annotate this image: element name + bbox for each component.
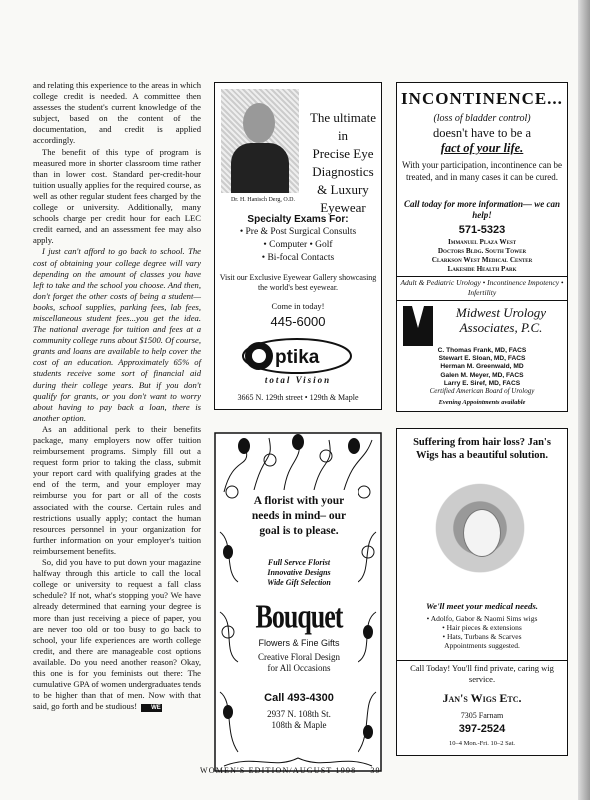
end-mark-icon: WE	[141, 704, 162, 712]
tagline-line: Diagnostics	[312, 164, 374, 179]
wigs-hours: 10–4 Mon.-Fri. 10–2 Sat.	[448, 740, 516, 747]
article-paragraph	[33, 246, 201, 424]
service-item: Full Servce Florist	[267, 558, 331, 567]
specialty-item: • Pre & Post Surgical Consults	[239, 227, 357, 237]
tagline-line: & Luxury	[317, 182, 369, 197]
portrait-head	[243, 103, 275, 143]
urology-specialties: Adult & Pediatric Urology • Incontinence Impotency • Infertility	[400, 278, 564, 297]
wigs-meet: We'll meet your medical needs.	[426, 601, 538, 611]
optika-logo-text: ptika	[275, 347, 320, 368]
specialty-exams	[221, 213, 375, 265]
bouquet-logo: Bouquet	[255, 597, 343, 636]
gallery-text: Visit our Exclusive Eyewear Gallery showcasing the world's best eyewear.	[219, 273, 377, 292]
fact-line: fact of your life.	[440, 141, 524, 155]
doctor-list	[401, 347, 563, 388]
bouquet-logo-sub: Flowers & Fine Gifts	[258, 638, 340, 648]
model-face	[463, 509, 501, 557]
location-list	[401, 238, 563, 274]
service-item: Innovative Designs	[267, 568, 331, 577]
location-item: Clarkson West Medical Center	[431, 256, 533, 264]
location-item: Doctors Bldg. South Tower	[437, 247, 527, 255]
issue-label: WOMEN'S EDITION/AUGUST 1998	[200, 766, 357, 775]
article-paragraph: As an additional perk to their benefits package, many employers now offer tuition reimbursement programs. Simply fill out a request form prior to taking the class, submit your report card with qualifying grades at the end of the term, and your employer may reimburse you for part or all of the costs associated with the course. Certain rules and restrictions usually apply; contact the human resources personnel in your organization for further information on your employer's tuition reimbursement benefits.	[33, 423, 201, 556]
incontinence-phone: 571-5323	[458, 224, 506, 236]
tagline-line: Precise Eye	[312, 146, 374, 161]
wigs-ad	[396, 428, 568, 756]
portrait-body	[231, 143, 289, 193]
evening-appointments: Evening Appointments available	[438, 399, 526, 406]
model-photo	[421, 475, 539, 593]
incontinence-tagline	[401, 126, 563, 156]
practice-name-line: Midwest Urology	[455, 305, 547, 320]
optika-tagline	[307, 109, 379, 217]
bouquet-services	[242, 558, 356, 588]
wig-list-item: Appointments suggested.	[444, 641, 520, 650]
article-paragraph	[33, 557, 201, 712]
wig-list-item: • Hair pieces & extensions	[442, 623, 522, 632]
wig-list-item: • Hats, Turbans & Scarves	[442, 632, 522, 641]
wig-list-item: • Adolfo, Gabor & Naomi Sims wigs	[426, 614, 538, 623]
optika-logo	[241, 337, 353, 375]
wigs-phone: 397-2524	[458, 723, 506, 735]
wigs-headline: Suffering from hair loss? Jan's Wigs has a beautiful solution.	[413, 437, 551, 461]
certification: Certified American Board of Urology	[429, 387, 535, 395]
come-in-text: Come in today!	[271, 301, 325, 311]
bouquet-creative	[242, 652, 356, 674]
location-item: Immanuel Plaza West	[447, 238, 517, 246]
page-number: 39	[370, 766, 381, 775]
tagline-line: Eyewear	[320, 200, 366, 215]
article-paragraph: The benefit of this type of program is measured more in shorter classroom time rather than in lower cost. Standard per-credit-hour tuition usually applies for the required course, as well as other regular student fees charged by the college or university. Additionally, many schools charge per credit hour for each LEC credit earned, and an assessment fee may also apply.	[33, 146, 201, 246]
tagline-line: in	[337, 128, 349, 143]
specialty-item: • Computer • Golf	[263, 240, 333, 250]
optika-subtitle: total Vision	[264, 375, 332, 385]
doctor-item: Herman M. Greenwald, MD	[440, 363, 524, 371]
doctor-item: Larry E. Siref, MD, FACS	[443, 379, 521, 387]
doctor-item: Stewart E. Sloan, MD, FACS	[438, 355, 526, 363]
specialty-heading: Specialty Exams For:	[247, 214, 349, 225]
page-spine	[578, 0, 590, 800]
wigs-address: 7305 Farnam	[460, 711, 504, 720]
address-line: 2937 N. 108th St.	[267, 709, 331, 719]
doctor-caption: Dr. H. Hanisch Derg, O.D.	[230, 197, 296, 203]
specialty-item: • Bi-focal Contacts	[261, 253, 335, 263]
incontinence-subtitle: (loss of bladder control)	[433, 113, 531, 124]
tagline-line: The ultimate	[309, 110, 377, 125]
article-subhead-paragraph: I just can't afford to go back to school. The cost of obtaining your college degree will vary depending on the amount of classes you have left to take and the school you choose. And then, don't forget the other costs of being a student—books, school supplies, parking fees, lab fees, miscellaneous student fees...you get the idea. The national average for tuition and fees at a community college runs about $1500. Of course, grants and loans are available to help cover the cost of an education. Approximately 65% of students receive some sort of financial aid during their college years. But if you don't qualify for grants, or you don't want to worry about having to pay back a loan, there is another option.	[33, 246, 201, 423]
incontinence-body: With your participation, incontinence can be treated, and in many cases it can be cured.	[401, 160, 563, 182]
practice-name-line: Associates, P.C.	[459, 320, 543, 335]
address-line: 108th & Maple	[271, 720, 327, 730]
optika-ad	[214, 82, 382, 410]
wigs-call: Call Today! You'll find private, caring wig service.	[410, 663, 554, 684]
doctor-portrait	[221, 89, 299, 193]
bouquet-content	[240, 490, 358, 752]
wigs-list	[401, 614, 563, 650]
doctor-item: Galen M. Meyer, MD, FACS	[440, 371, 524, 379]
divider	[397, 660, 567, 661]
bouquet-headline: A florist with your needs in mind– our goal is to please.	[251, 495, 347, 537]
incontinence-title: INCONTINENCE...	[401, 89, 563, 108]
creative-line: Creative Floral Design	[258, 652, 340, 662]
optika-address: 3665 N. 129th street • 129th & Maple	[237, 393, 359, 402]
incontinence-ad	[396, 82, 568, 412]
bouquet-address	[242, 709, 356, 731]
doctor-item: C. Thomas Frank, MD, FACS	[437, 347, 527, 354]
article-column	[33, 80, 201, 712]
page-footer	[200, 766, 381, 775]
incontinence-call: Call today for more information— we can help!	[403, 199, 560, 220]
bouquet-phone: Call 493-4300	[264, 692, 334, 704]
practice-name	[437, 305, 565, 335]
wigs-name: Jan's Wigs Etc.	[442, 691, 522, 705]
article-closing-text: So, did you have to put down your magazine halfway through this article to call the local college or university to request a fall class schedule? If not, what's stopping you? We have already determined that earning your degree is more than just receiving a piece of paper, you are never too old or too busy to go back to school, your life experiences are worth college credit, and there are manageable cost options available. Do you need another reason? Okay, this one is for you feminists out there: The cumulative GPA of women undergraduates tends to be higher than that of men. Now with that said, go forth and be studious!	[33, 557, 201, 712]
midwest-urology-logo-icon	[403, 306, 433, 346]
divider	[397, 300, 567, 301]
creative-line: for All Occasions	[267, 663, 331, 673]
service-item: Wide Gift Selection	[267, 578, 331, 587]
divider	[397, 276, 567, 277]
location-item: Lakeside Health Park	[447, 265, 517, 273]
article-paragraph: and relating this experience to the areas in which college credit is needed. A committee then assesses the student's current knowledge of the subject, based on the content of the documentation, and credit is applied accordingly.	[33, 80, 201, 146]
optika-phone: 445-6000	[270, 314, 326, 329]
tagline-line: doesn't have to be a	[432, 126, 532, 140]
bouquet-ad	[214, 432, 382, 772]
